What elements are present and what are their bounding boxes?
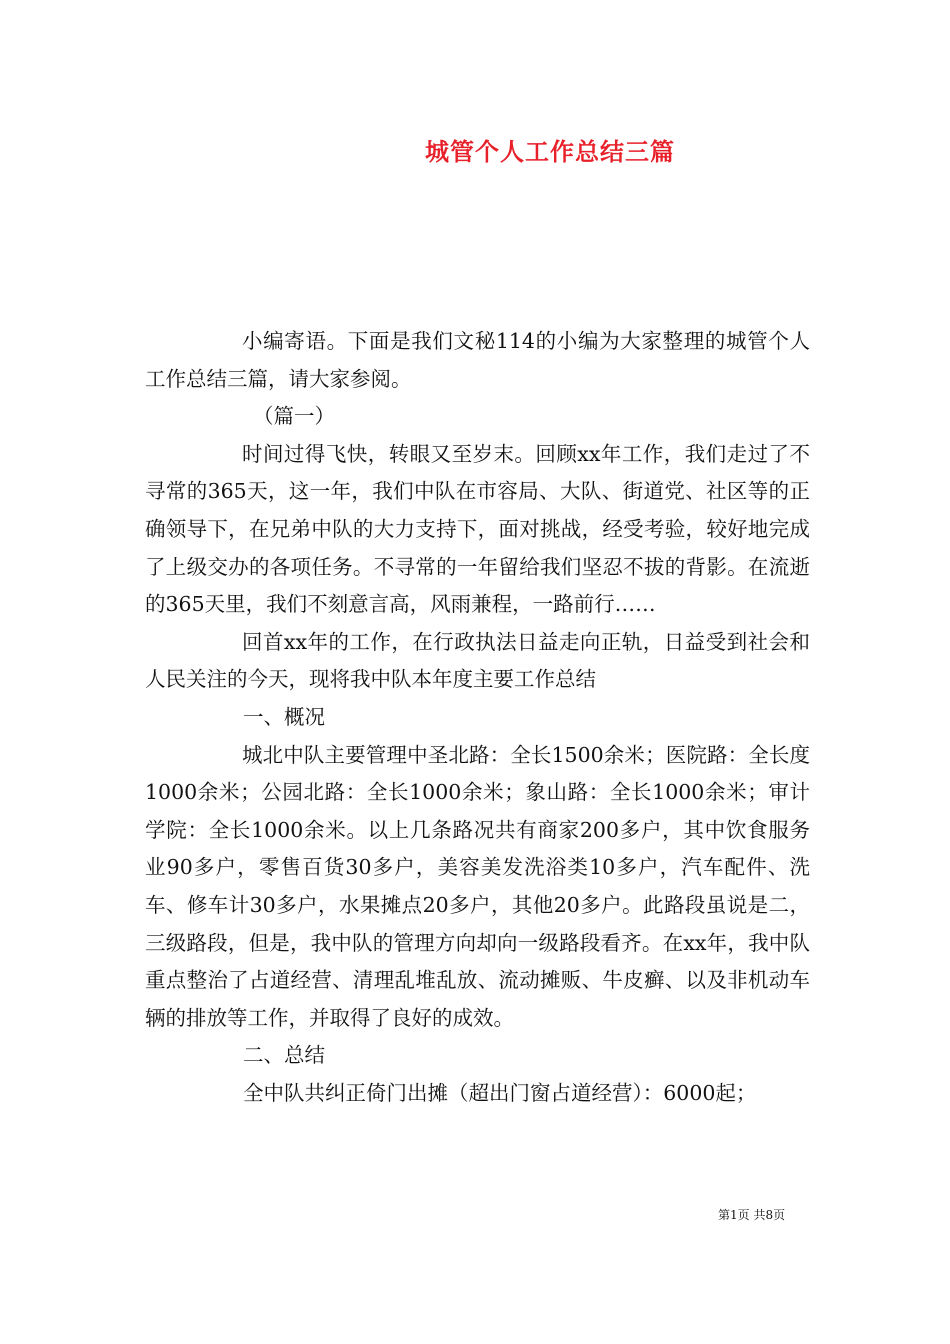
page-number: 第1页 共8页 bbox=[718, 1208, 786, 1222]
section-heading-overview: 一、概况 bbox=[243, 704, 325, 729]
paragraph-3: 城北中队主要管理中圣北路：全长1500余米；医院路：全长度1000余米；公园北路：全长1000余米；象山路：全长1000余米；审计学院：全长1000余米。以上几条路况共有商家200多户，其中饮食服务业90多户，零售百货30多户，美容美发洗浴类10多户，汽车配件、洗车、修车计30多户，水果摊点20多户，其他20多户。此路段虽说是二，三级路段，但是，我中队的管理方向却向一级路段看齐。在xx年，我中队重点整治了占道经营、清理乱堆乱放、流动摊贩、牛皮癣、以及非机动车辆的排放等工作，并取得了良好的成效。 bbox=[145, 742, 810, 1030]
document-title: 城管个人工作总结三篇 bbox=[425, 137, 675, 166]
paragraph-4: 全中队共纠正倚门出摊（超出门窗占道经营）：6000起； bbox=[243, 1080, 757, 1105]
document-body bbox=[145, 323, 810, 1112]
section-heading-summary: 二、总结 bbox=[243, 1043, 325, 1068]
paragraph-1: 时间过得飞快，转眼又至岁末。回顾xx年工作，我们走过了不寻常的365天，这一年，我们中队在市容局、大队、街道党、社区等的正确领导下，在兄弟中队的大力支持下，面对挑战，经受考验，较好地完成了上级交办的各项任务。不寻常的一年留给我们坚忍不拔的背影。在流逝的365天里，我们不刻意言高，风雨兼程，一路前行…… bbox=[145, 441, 810, 617]
paragraph-2: 回首xx年的工作，在行政执法日益走向正轨，日益受到社会和人民关注的今天，现将我中队本年度主要工作总结 bbox=[145, 629, 810, 692]
part-label: （篇一） bbox=[253, 404, 335, 429]
intro-paragraph: 小编寄语。下面是我们文秘114的小编为大家整理的城管个人工作总结三篇，请大家参阅。 bbox=[145, 329, 810, 391]
